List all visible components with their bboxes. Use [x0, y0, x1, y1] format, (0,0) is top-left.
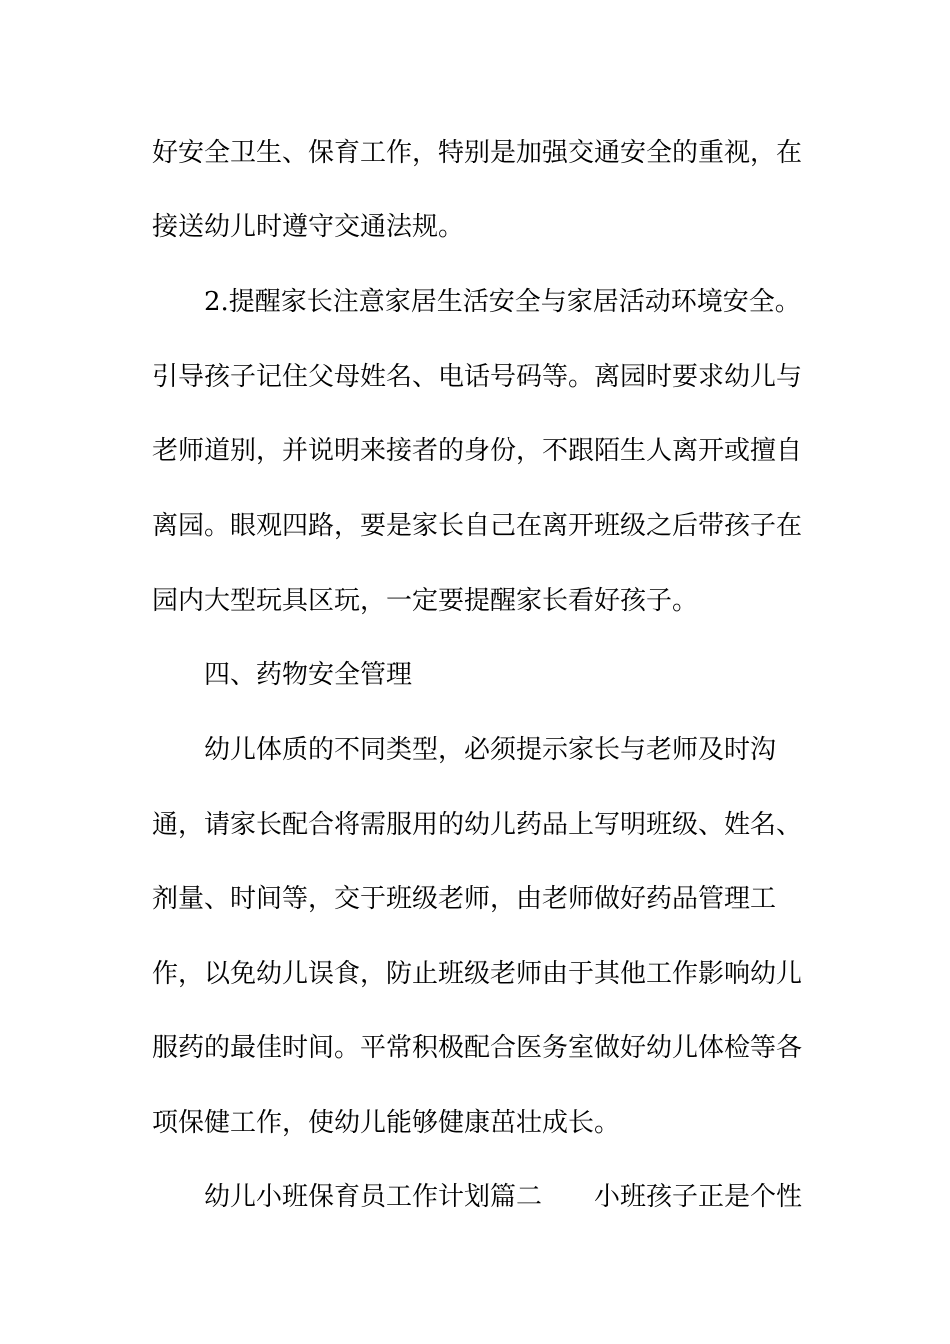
body-text-line: 引导孩子记住父母姓名、电话号码等。离园时要求幼儿与: [152, 362, 803, 392]
body-text-line: 老师道别，并说明来接者的身份，不跟陌生人离开或擅自: [152, 436, 803, 466]
body-text-line: 通，请家长配合将需服用的幼儿药品上写明班级、姓名、: [152, 810, 803, 840]
body-text-line: 接送幼儿时遵守交通法规。: [152, 212, 465, 242]
body-text-line: 离园。眼观四路，要是家长自己在离开班级之后带孩子在: [152, 511, 803, 541]
article-title-line: 幼儿小班保育员工作计划篇二 小班孩子正是个性: [204, 1182, 803, 1212]
section-heading: 四、药物安全管理: [204, 660, 413, 690]
list-item-2: 2.提醒家长注意家居生活安全与家居活动环境安全。: [204, 287, 801, 317]
body-text-line: 园内大型玩具区玩，一定要提醒家长看好孩子。: [152, 586, 699, 616]
body-text-line: 剂量、时间等，交于班级老师，由老师做好药品管理工: [152, 884, 777, 914]
body-text-line: 服药的最佳时间。平常积极配合医务室做好幼儿体检等各: [152, 1033, 803, 1063]
body-text-line: 作，以免幼儿误食，防止班级老师由于其他工作影响幼儿: [152, 959, 803, 989]
body-text-line: 项保健工作，使幼儿能够健康茁壮成长。: [152, 1108, 621, 1138]
body-text-line: 好安全卫生、保育工作，特别是加强交通安全的重视，在: [152, 138, 803, 168]
paragraph-start: 幼儿体质的不同类型，必须提示家长与老师及时沟: [204, 735, 777, 765]
